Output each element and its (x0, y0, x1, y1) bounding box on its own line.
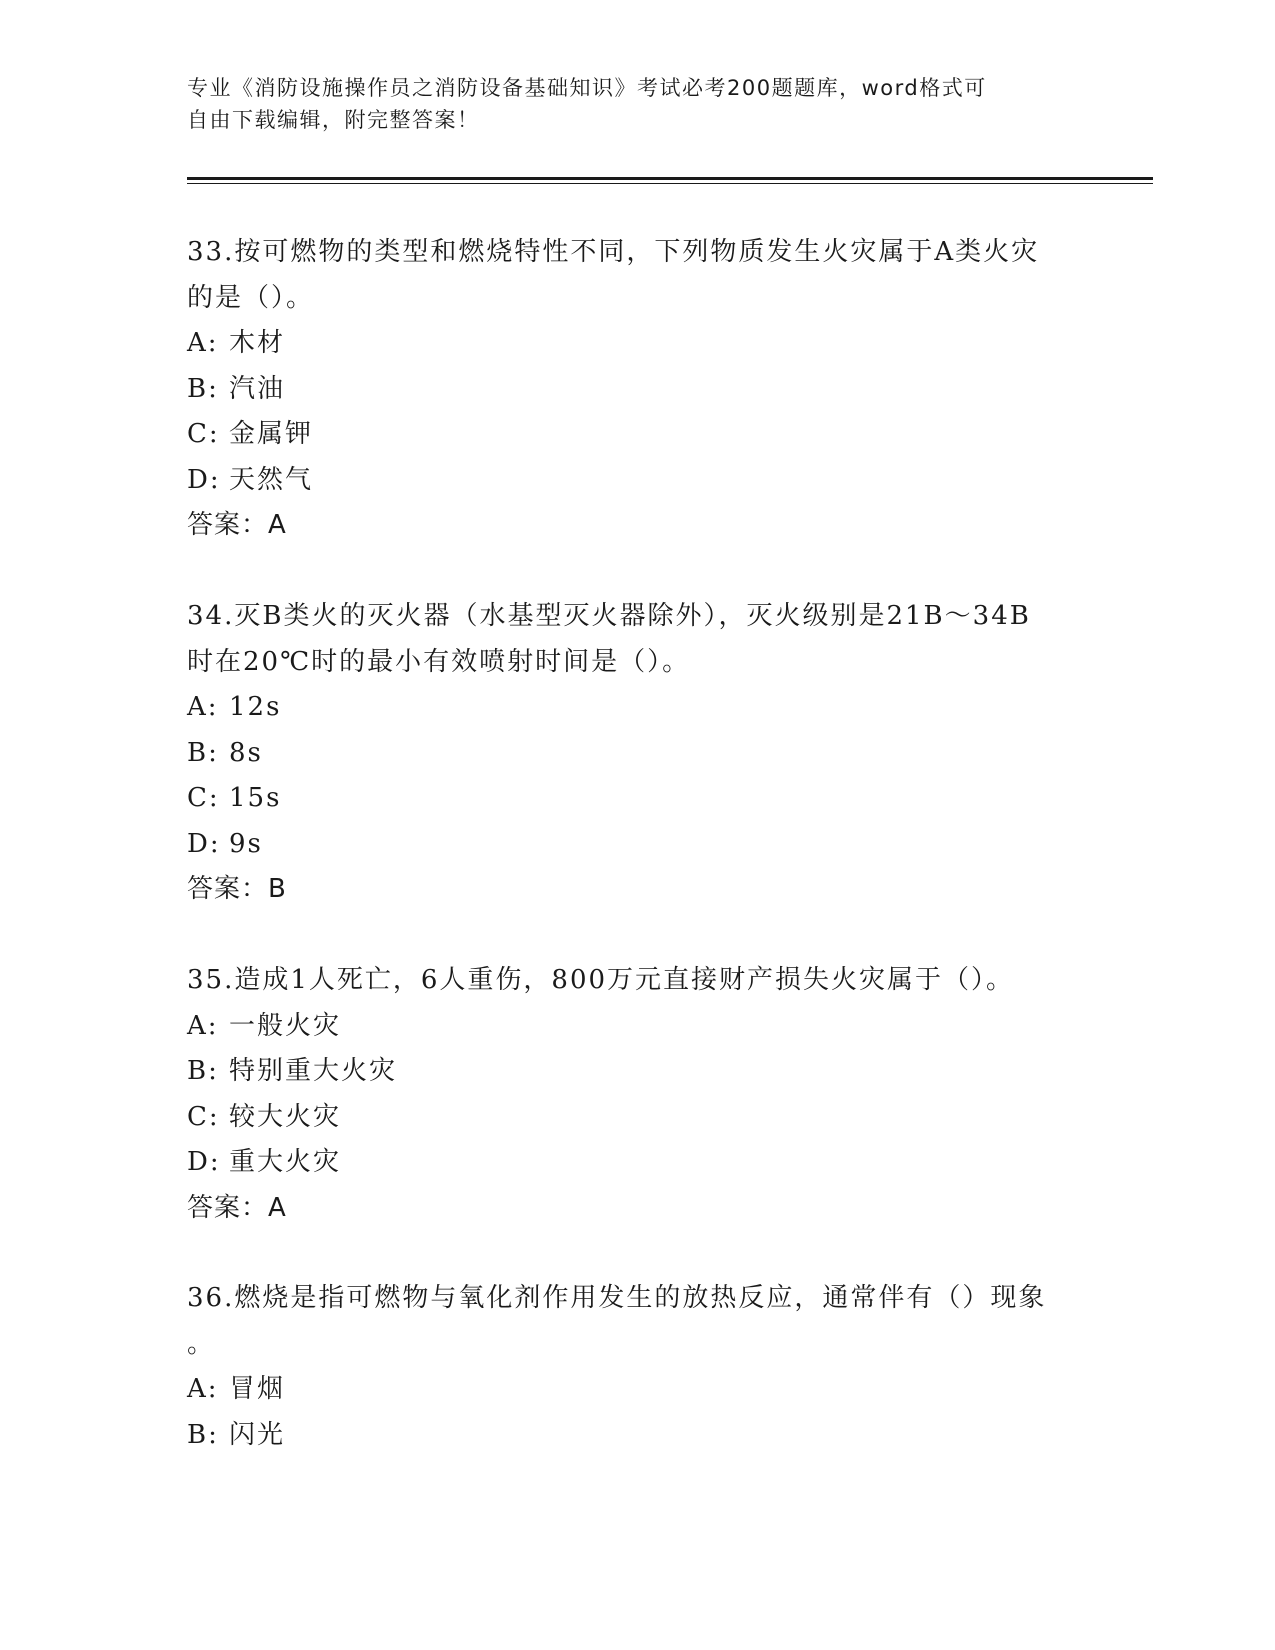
option-text: 8s (229, 737, 263, 768)
option-text: 冒烟 (229, 1374, 286, 1404)
option-text: 金属钾 (229, 419, 314, 449)
question-33 (187, 230, 1087, 549)
option-key: D: (187, 1147, 221, 1177)
answer-line: 答案：A (187, 510, 287, 540)
option-d (187, 458, 1087, 504)
answer-line: 答案：B (187, 874, 287, 904)
document-header (187, 72, 1067, 136)
header-line-2: 自由下载编辑，附完整答案！ (187, 108, 480, 132)
option-text: 一般火灾 (229, 1010, 342, 1041)
option-b (187, 1049, 1087, 1095)
question-text-line: 的是（）。 (187, 282, 315, 313)
option-text: 天然气 (229, 464, 314, 495)
header-rule-thin (187, 183, 1153, 184)
option-key: C: (187, 419, 220, 449)
question-text-line: 时在20℃时的最小有效喷射时间是（）。 (187, 646, 691, 677)
option-text: 特别重大火灾 (229, 1056, 398, 1086)
question-36 (187, 1276, 1087, 1458)
option-key: B: (187, 1419, 219, 1450)
question-35 (187, 958, 1087, 1231)
answer-line: 答案：A (187, 1192, 287, 1223)
option-c (187, 412, 1087, 458)
option-a (187, 685, 1087, 731)
option-key: A: (187, 692, 219, 722)
question-text-line: 。 (187, 1328, 216, 1359)
option-key: A: (187, 1374, 219, 1404)
option-key: D: (187, 828, 221, 859)
question-text-line: 35.造成1人死亡，6人重伤，800万元直接财产损失火灾属于（）。 (187, 965, 1015, 995)
option-b (187, 731, 1087, 777)
option-d (187, 822, 1087, 868)
option-c (187, 1095, 1087, 1141)
question-text-line: 36.燃烧是指可燃物与氧化剂作用发生的放热反应，通常伴有（）现象 (187, 1283, 1047, 1313)
option-text: 闪光 (229, 1419, 286, 1450)
option-text: 15s (229, 783, 282, 813)
option-text: 重大火灾 (229, 1147, 342, 1177)
option-a (187, 321, 1087, 367)
option-key: A: (187, 1010, 219, 1041)
header-line-1: 专业《消防设施操作员之消防设备基础知识》考试必考200题题库，word格式可 (187, 76, 987, 100)
option-b (187, 367, 1087, 413)
option-key: B: (187, 737, 219, 768)
option-text: 汽油 (229, 373, 286, 404)
option-b (187, 1413, 1087, 1459)
option-key: B: (187, 373, 219, 404)
option-key: B: (187, 1056, 219, 1086)
option-text: 较大火灾 (229, 1101, 342, 1132)
option-text: 9s (229, 828, 263, 859)
option-key: C: (187, 783, 220, 813)
option-text: 木材 (229, 328, 286, 358)
option-a (187, 1004, 1087, 1050)
option-key: D: (187, 464, 221, 495)
option-key: A: (187, 328, 219, 358)
option-d (187, 1140, 1087, 1186)
option-c (187, 776, 1087, 822)
question-text-line: 34.灭B类火的灭火器（水基型灭火器除外），灭火级别是21B～34B (187, 601, 1031, 631)
option-key: C: (187, 1101, 220, 1132)
header-rule-thick (187, 177, 1153, 180)
option-text: 12s (229, 692, 282, 722)
option-a (187, 1367, 1087, 1413)
question-34 (187, 594, 1087, 913)
question-text-line: 33.按可燃物的类型和燃烧特性不同，下列物质发生火灾属于A类火灾 (187, 237, 1040, 267)
